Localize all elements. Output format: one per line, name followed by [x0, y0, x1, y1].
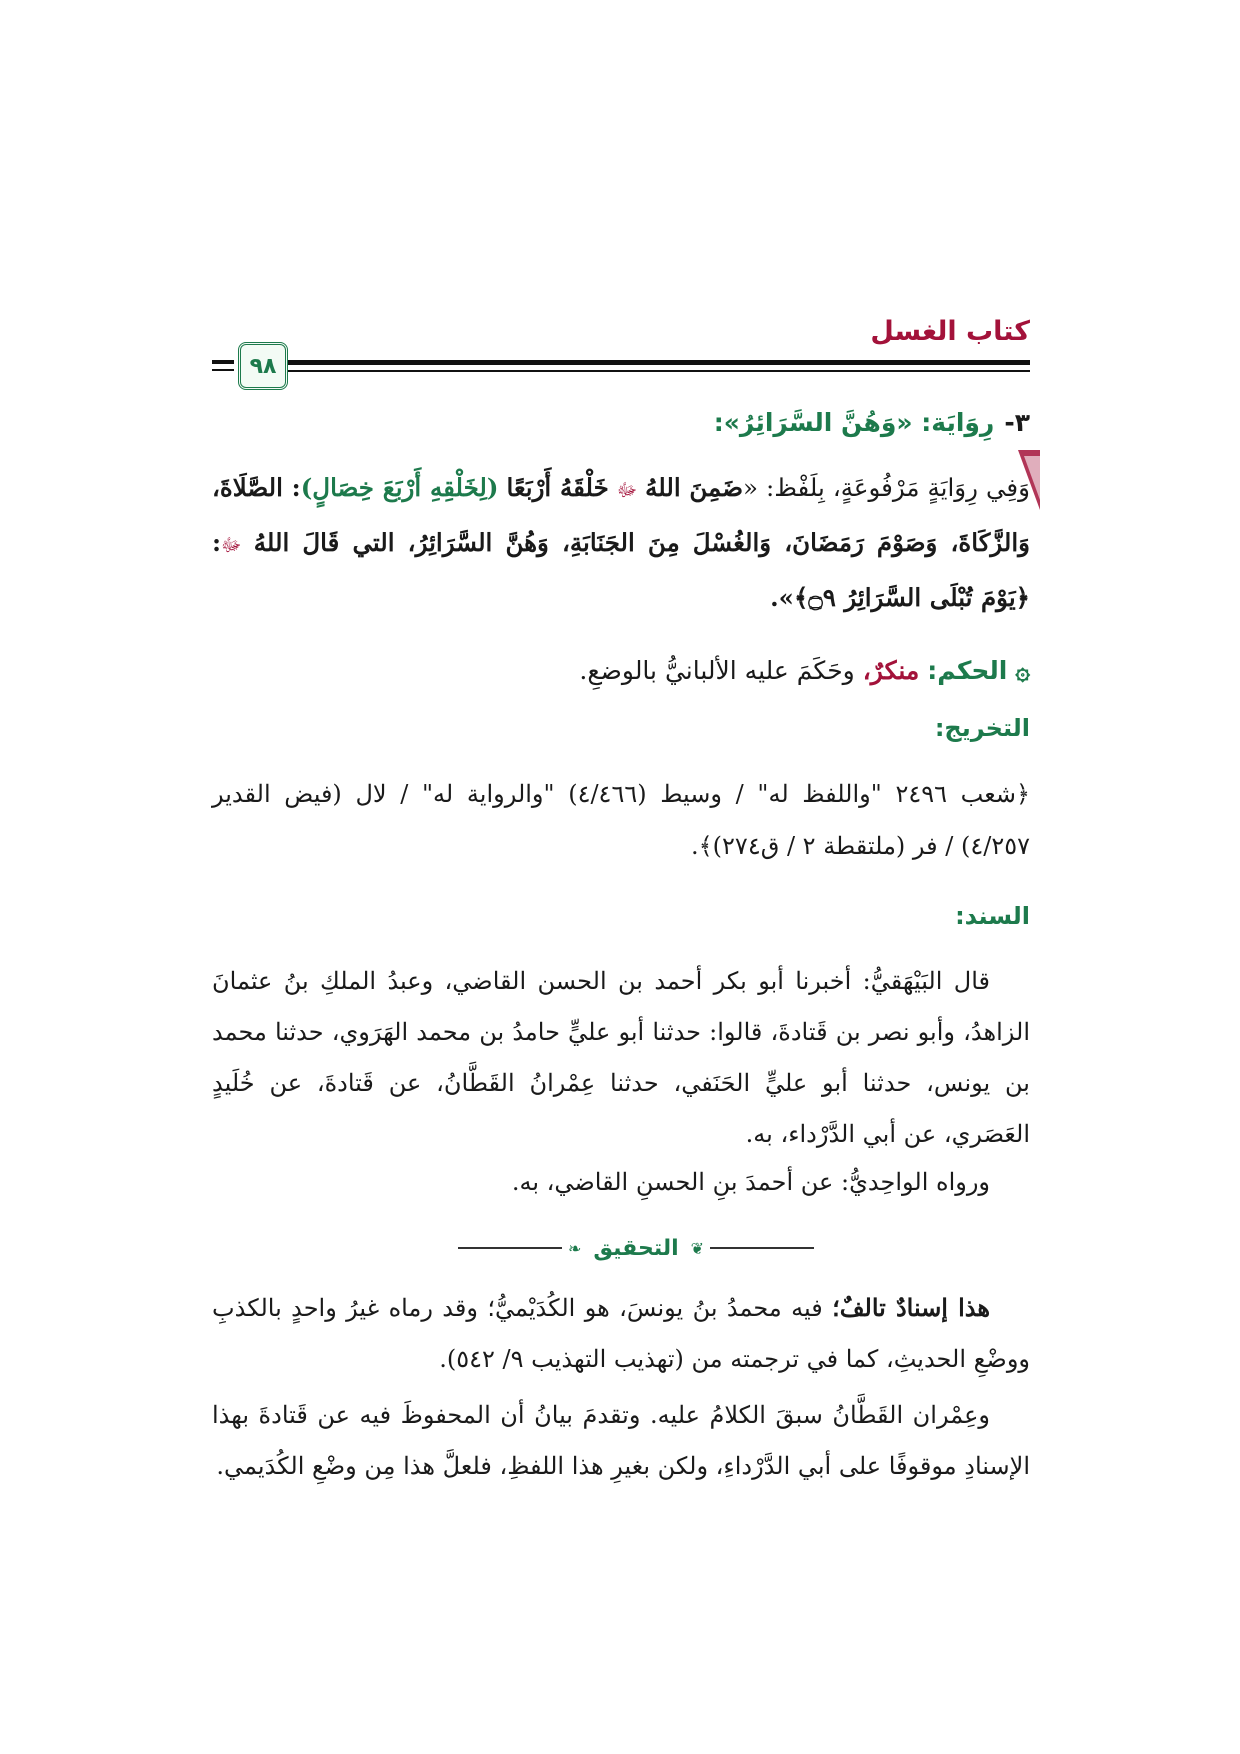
ruling-text: وحَكَمَ عليه الألبانيُّ بالوضعِ. — [579, 656, 855, 685]
section-title: رِوَايَة: «وَهُنَّ السَّرَائِرُ»: — [713, 408, 995, 437]
flower-bullet-icon: ۞ — [1015, 656, 1030, 685]
header-rule-left — [212, 360, 234, 364]
header-rule-left-thin — [212, 369, 234, 371]
sanad-heading: السند: — [955, 902, 1030, 930]
sanad-text: قال البَيْهَقيُّ: أخبرنا أبو بكر أحمد بن الحسن القاضي، وعبدُ الملكِ بنُ عثمانَ الزاهدُ، وأبو نصر بن قَتادةَ، قالوا: حدثنا أبو عليٍّ حامدُ بن محمد الهَرَوي، حدثنا محمد بن يونس، حدثنا أبو عليٍّ الحَنَفي، حدثنا عِمْرانُ القَطَّانُ، عن قَتادةَ، عن خُلَيدٍ العَصَري، عن أبي الدَّرْداء، به. — [212, 967, 1030, 1148]
ruling-label: الحكم: — [927, 656, 1008, 685]
tahqiq-title: التحقيق — [593, 1235, 679, 1261]
hadith-quran-quote: : ﴿يَوْمَ تُبْلَى السَّرَائِرُ ۝٩﴾». — [212, 528, 1030, 612]
header-rule-thin — [282, 370, 1030, 372]
tahqiq-paragraph-2: وعِمْران القَطَّانُ سبقَ الكلامُ عليه. وتقدمَ بيانُ أن المحفوظَ فيه عن قَتادةَ بهذا الإسنادِ موقوفًا على أبي الدَّرْداءِ، ولكن بغيرِ هذا اللفظِ، فلعلَّ هذا مِن وضْعِ الكُدَيمي. — [212, 1401, 1030, 1480]
takhrij-text: ﴿شعب ٢٤٩٦ "واللفظ له" / وسيط (٤/٤٦٦) "والرواية له" / لال (فيض القدير ٤/٢٥٧) / فر (ملتقطة ٢ / ق٢٧٤)﴾. — [212, 780, 1030, 860]
hadith-phrase-3: : الصَّلَاةَ، وَالزَّكَاةَ، وَصَوْمَ رَمَضَانَ، وَالغُسْلَ مِنَ الجَنَابَةِ، وَهُنَّ السَّرَائِرُ، التي قَالَ اللهُ — [212, 473, 1030, 557]
page-number-frame — [238, 342, 288, 390]
header-rule-thick — [282, 360, 1030, 365]
divider-bar-left — [458, 1247, 562, 1249]
divider-bar-right — [710, 1247, 814, 1249]
tahqiq-text-1: فيه محمدُ بنُ يونسَ، هو الكُدَيْميُّ؛ وقد رماه غيرُ واحدٍ بالكذبِ ووضْعِ الحديثِ، كما في ترجمته من (تهذيب التهذيب ٩/ ٥٤٢). — [212, 1294, 1030, 1373]
ruling-line — [212, 648, 1030, 694]
hadith-phrase-1: ضَمِنَ اللهُ — [645, 473, 744, 502]
glorification-mark: ﷻ — [616, 480, 638, 501]
page-number: ٩٨ — [249, 353, 277, 379]
tahqiq-bold: هذا إسنادٌ تالفٌ؛ — [832, 1293, 990, 1322]
ornament-icon: ❦ — [690, 1238, 705, 1258]
hadith-intro: وَفِي رِوَايَةٍ مَرْفُوعَةٍ، بِلَفْظ: « — [743, 473, 1030, 502]
ornament-icon-left: ❧ — [567, 1238, 582, 1258]
takhrij-heading: التخريج: — [934, 714, 1030, 742]
section-heading — [212, 408, 1030, 437]
tahqiq-paragraph-1 — [212, 1282, 1030, 1385]
sanad-rawah: ورواه الواحِديُّ: عن أحمدَ بنِ الحسنِ القاضي، به. — [511, 1168, 990, 1196]
book-title: كتاب الغسل — [870, 316, 1030, 347]
glorification-mark-2: ﷻ — [221, 535, 242, 556]
hadith-phrase-2: خَلْقَهُ أَرْبَعًا — [506, 473, 609, 502]
hadith-variant: (لِخَلْقِهِ أَرْبَعَ خِصَالٍ) — [300, 473, 499, 502]
section-number: ٣- — [1004, 408, 1030, 437]
ruling-verdict: منكرٌ، — [862, 656, 920, 685]
tahqiq-divider — [458, 1228, 814, 1268]
hadith-text — [212, 462, 1030, 624]
page-header — [212, 310, 1030, 390]
